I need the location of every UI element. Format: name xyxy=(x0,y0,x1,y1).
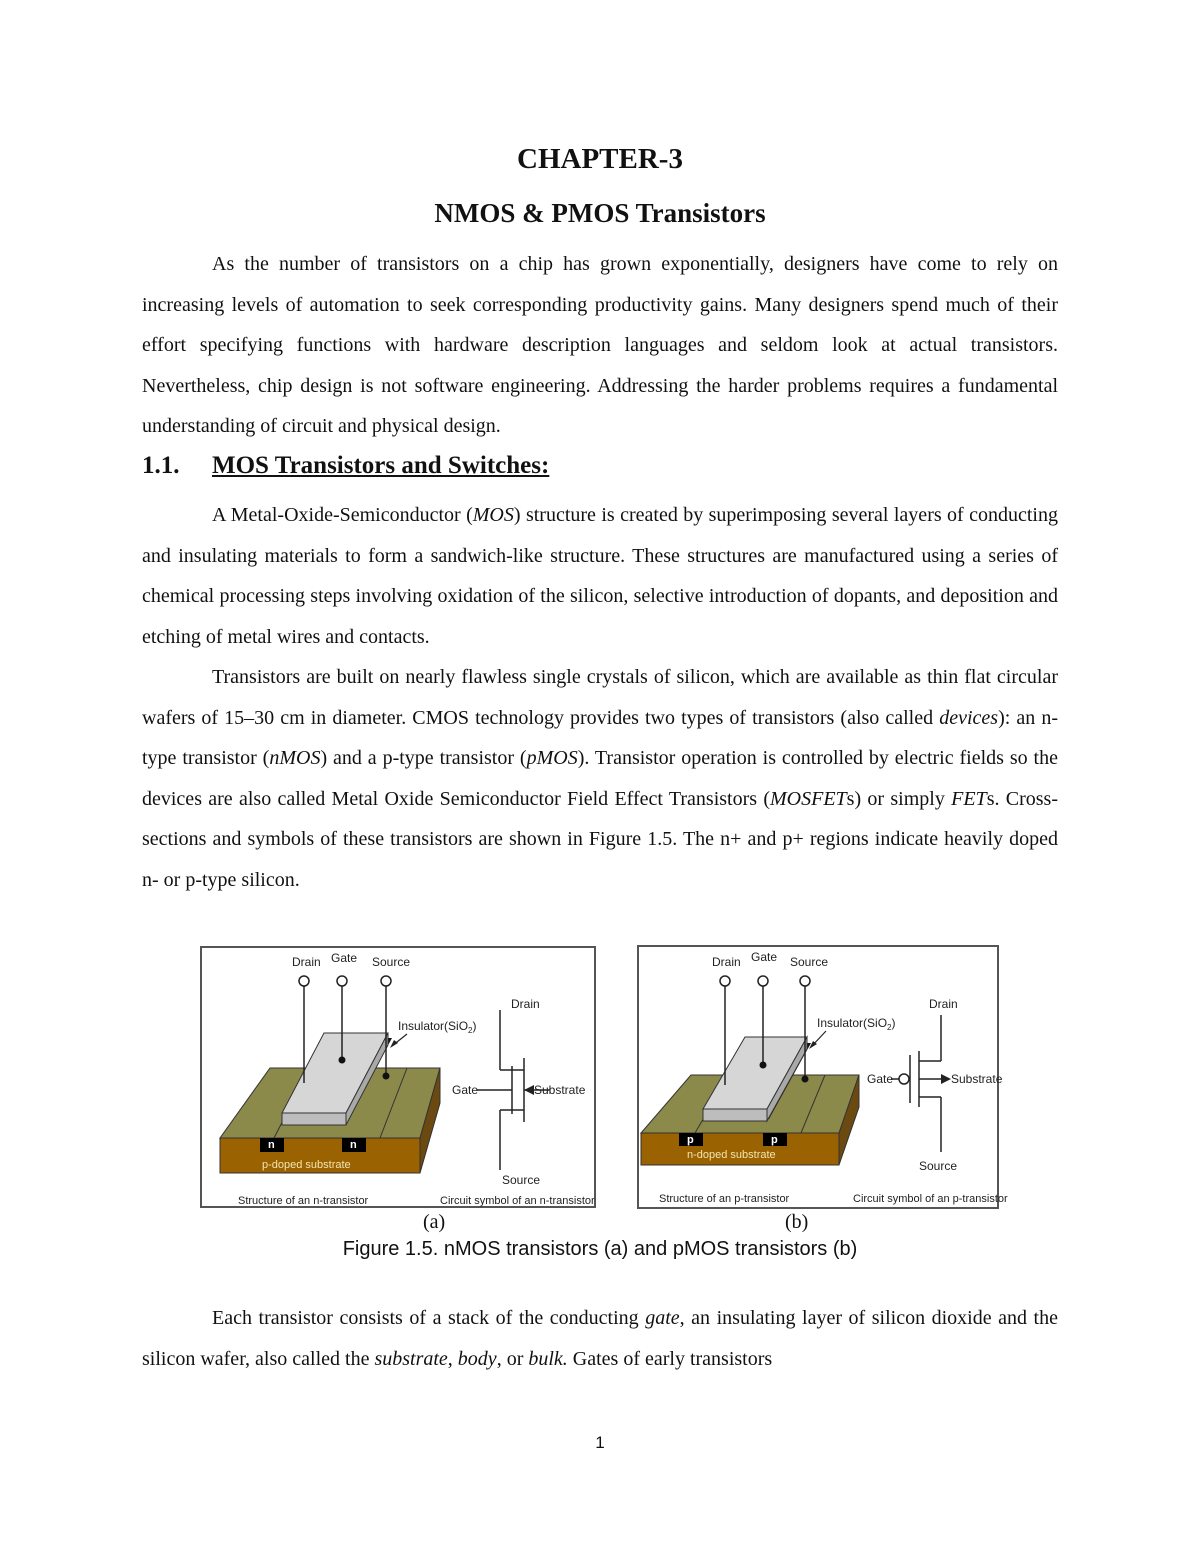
region-label: p xyxy=(687,1134,694,1146)
structure-caption: Structure of an p-transistor xyxy=(659,1193,790,1205)
italic-term: gate xyxy=(645,1307,680,1329)
region-label: n xyxy=(350,1139,357,1151)
italic-term: substrate xyxy=(374,1347,448,1370)
intro-paragraph: As the number of transistors on a chip has grown exponentially, designers have come to rely on increasing levels of automation to seek corresponding productivity gains. Many designers spend much of their effort specifying functions with hardware description languages and seldom look at actual transistors. Nevertheless, chip design is not software engineering. Addressing the harder problems requires a fundamental understanding of circuit and physical design. xyxy=(142,253,1058,437)
drain-label: Drain xyxy=(712,955,741,969)
paragraph-transistor-types: Transistors are built on nearly flawless single crystals of silicon, which are available as thin flat circular wafers of 15–30 cm in diameter. CMOS technology provides two types of transistors (also called devices): an n-type transistor (nMOS) and a p-type transistor (pMOS). Transistor operation is controlled by electric fields so the devices are also called Metal Oxide Semiconductor Field Effect Transistors (MOSFETs) or simply FETs. Cross-sections and symbols of these transistors are shown in Figure 1.5. The n+ and p+ regions indicate heavily doped n- or p-type silicon. xyxy=(142,666,1058,891)
figure-caption: Figure 1.5. nMOS transistors (a) and pMOS transistors (b) xyxy=(342,1238,858,1260)
italic-term: pMOS xyxy=(526,747,578,769)
figure-pmos xyxy=(637,945,1008,1209)
pmos-diagram xyxy=(639,947,1008,1207)
figure-label-a: (a) xyxy=(423,1211,446,1233)
section-number: 1.1. xyxy=(142,452,180,479)
symbol-caption: Circuit symbol of an n-transistor xyxy=(440,1195,595,1207)
insulator-label: Insulator(SiO$_2$) xyxy=(817,1016,896,1032)
source-terminal-icon xyxy=(381,976,391,986)
symbol-substrate-label: Substrate xyxy=(534,1083,586,1097)
italic-term: FET xyxy=(951,787,987,810)
italic-term: MOSFET xyxy=(770,787,847,810)
page-number: 1 xyxy=(595,1433,605,1452)
section-heading xyxy=(142,452,549,480)
gate-label: Gate xyxy=(751,950,778,964)
italic-term: devices xyxy=(939,706,999,729)
insulator-label: Insulator(SiO$_2$) xyxy=(398,1019,477,1035)
region-label: n xyxy=(268,1139,275,1151)
figure-label-b: (b) xyxy=(785,1211,809,1233)
source-label: Source xyxy=(790,955,829,969)
symbol-substrate-label: Substrate xyxy=(951,1072,1003,1086)
drain-terminal-icon xyxy=(299,976,309,986)
gate-terminal-icon xyxy=(758,976,768,986)
nmos-diagram xyxy=(202,948,594,1206)
paragraph-transistor-stack: Each transistor consists of a stack of the conducting gate, an insulating layer of silicon dioxide and the silicon wafer, also called the substrate, body, or bulk. Gates of early transistors xyxy=(142,1307,1058,1370)
symbol-source-label: Source xyxy=(919,1159,958,1173)
substrate-label: n-doped substrate xyxy=(687,1149,776,1161)
structure-caption: Structure of an n-transistor xyxy=(238,1195,369,1207)
figure-nmos xyxy=(200,946,596,1208)
italic-term: bulk. xyxy=(528,1347,568,1370)
source-label: Source xyxy=(372,955,411,969)
drain-terminal-icon xyxy=(720,976,730,986)
pmos-circuit-symbol-icon xyxy=(891,1015,951,1152)
symbol-gate-label: Gate xyxy=(867,1072,894,1086)
drain-label: Drain xyxy=(292,955,321,969)
italic-term: body xyxy=(457,1347,497,1370)
gate-label: Gate xyxy=(331,951,358,965)
italic-term: MOS xyxy=(472,504,514,526)
symbol-drain-label: Drain xyxy=(511,997,540,1011)
symbol-caption: Circuit symbol of an p-transistor xyxy=(853,1193,1008,1205)
symbol-drain-label: Drain xyxy=(929,997,958,1011)
chapter-heading: CHAPTER-3 xyxy=(517,143,683,175)
section-title: MOS Transistors and Switches: xyxy=(212,452,550,479)
symbol-gate-label: Gate xyxy=(452,1083,479,1097)
paragraph-mos-structure: A Metal-Oxide-Semiconductor (MOS) structure is created by superimposing several layers of conducting and insulating materials to form a sandwich-like structure. These structures are manufactured using a series of chemical processing steps involving oxidation of the silicon, selective introduction of dopants, and deposition and etching of metal wires and contacts. xyxy=(142,504,1058,648)
gate-terminal-icon xyxy=(337,976,347,986)
source-terminal-icon xyxy=(800,976,810,986)
substrate-label: p-doped substrate xyxy=(262,1159,351,1171)
chapter-title: NMOS & PMOS Transistors xyxy=(434,198,766,228)
symbol-source-label: Source xyxy=(502,1173,541,1187)
region-label: p xyxy=(771,1134,778,1146)
italic-term: nMOS xyxy=(269,747,321,769)
